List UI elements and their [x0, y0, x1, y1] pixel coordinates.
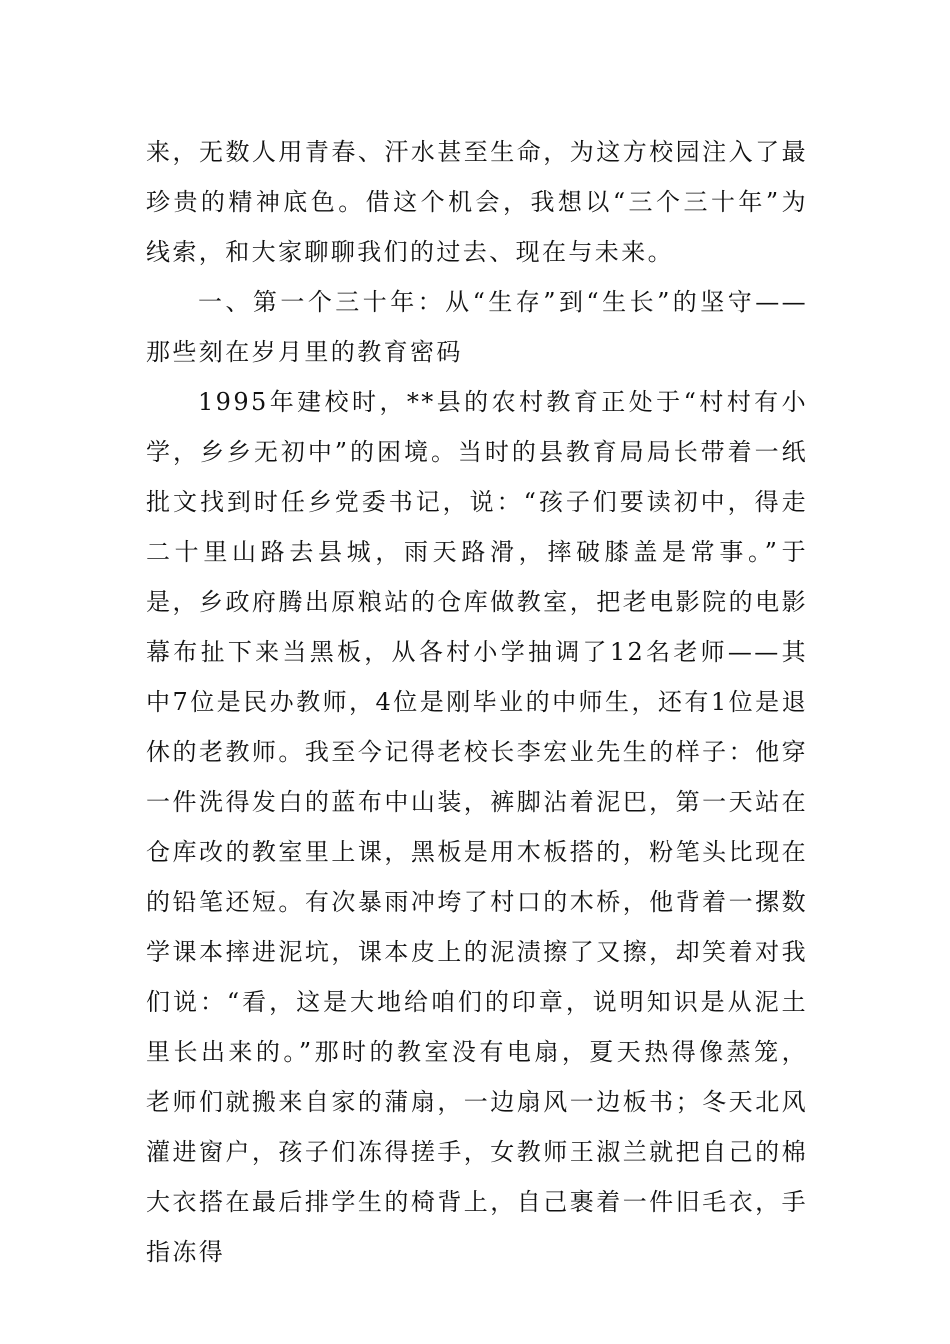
paragraph-history: 1995年建校时，**县的农村教育正处于“村村有小学，乡乡无初中”的困境。当时的县教育局局长带着一纸批文找到时任乡党委书记，说：“孩子们要读初中，得走二十里山路去县城，雨天路滑，摔破膝盖是常事。”于是，乡政府腾出原粮站的仓库做教室，把老电影院的电影幕布扯下来当黑板，从各村小学抽调了12名老师——其中7位是民办教师，4位是刚毕业的中师生，还有1位是退休的老教师。我至今记得老校长李宏业先生的样子：他穿一件洗得发白的蓝布中山装，裤脚沾着泥巴，第一天站在仓库改的教室里上课，黑板是用木板搭的，粉笔头比现在的铅笔还短。有次暴雨冲垮了村口的木桥，他背着一摞数学课本摔进泥坑，课本皮上的泥渍擦了又擦，却笑着对我们说：“看，这是大地给咱们的印章，说明知识是从泥土里长出来的。”那时的教室没有电扇，夏天热得像蒸笼，老师们就搬来自家的蒲扇，一边扇风一边板书；冬天北风灌进窗户，孩子们冻得搓手，女教师王淑兰就把自己的棉大衣搭在最后排学生的椅背上，自己裹着一件旧毛衣，手指冻得 [146, 388, 808, 1266]
document-body [146, 127, 808, 1277]
paragraph-continued: 来，无数人用青春、汗水甚至生命，为这方校园注入了最珍贵的精神底色。借这个机会，我想以“三个三十年”为线索，和大家聊聊我们的过去、现在与未来。 [146, 138, 808, 266]
section-heading: 一、第一个三十年：从“生存”到“生长”的坚守——那些刻在岁月里的教育密码 [146, 288, 808, 366]
